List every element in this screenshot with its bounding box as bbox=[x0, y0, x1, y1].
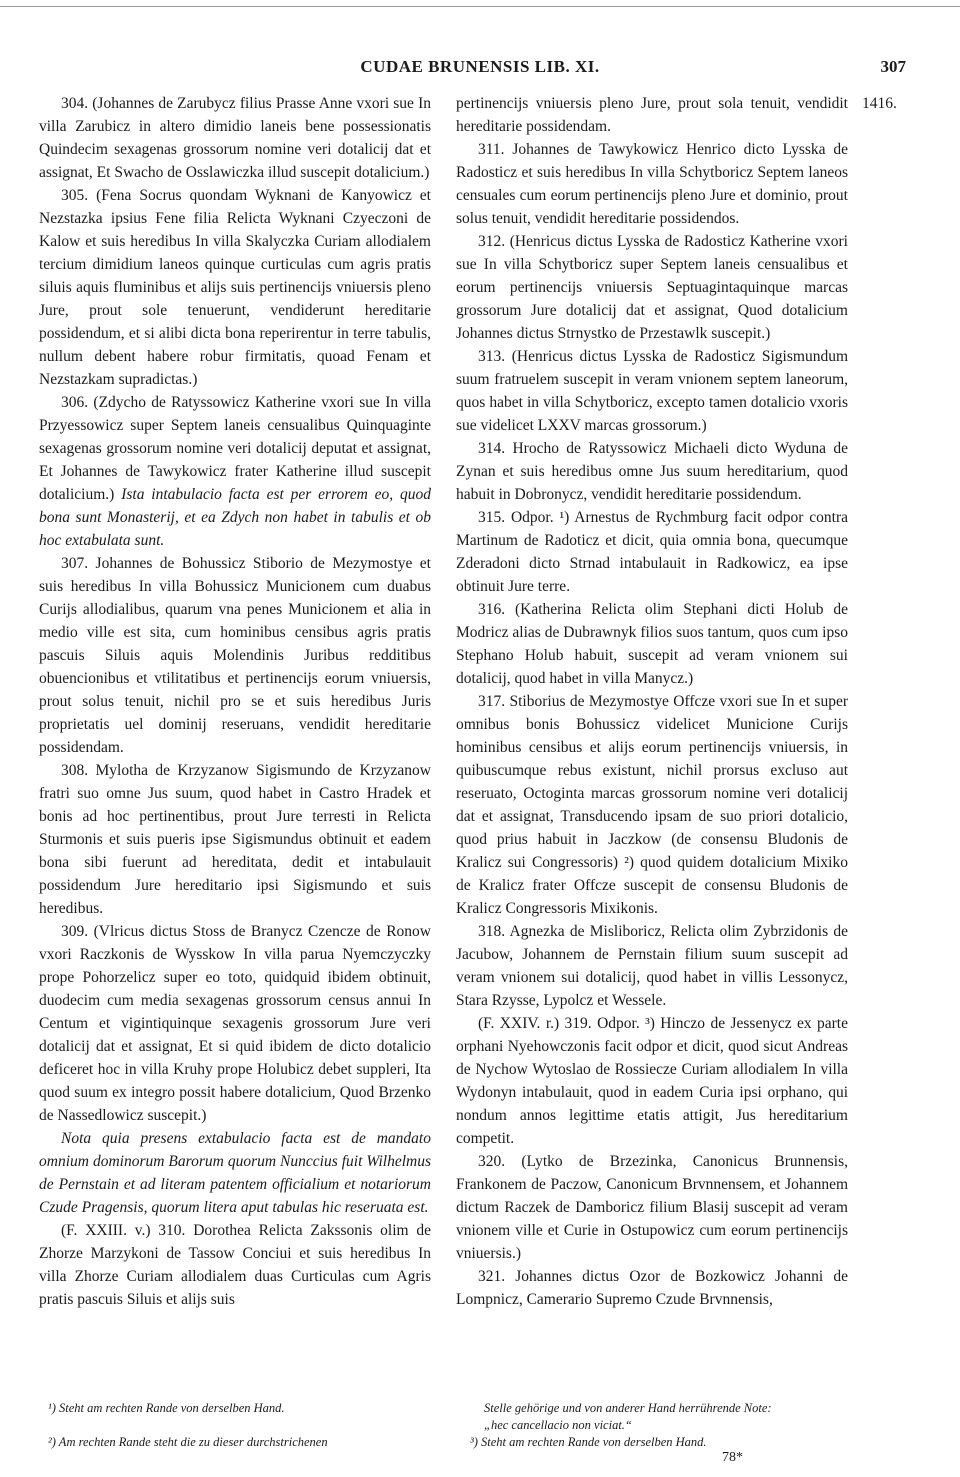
entry-306 bbox=[39, 391, 431, 552]
left-column bbox=[39, 92, 431, 1311]
footnote-2-continued-b: „hec cancellacio non viciat.“ bbox=[484, 1418, 632, 1432]
entry-312: 312. (Henricus dictus Lysska de Radosticz Katherine vxori sue In villa Schytboricz super Septem laneis censualibus et eorum pertinencijs vniuersis Septuagintaquinque marcas grossorum Jure dotalicij dat et assignat, Quod dotalicium Johannes dictus Strnystko de Przestawlk suscepit.) bbox=[456, 233, 848, 342]
footnote-3: ³) Steht am rechten Rande von derselben Hand. bbox=[470, 1435, 707, 1449]
page-number: 307 bbox=[880, 57, 906, 76]
entry-316: 316. (Katherina Relicta olim Stephani dicti Holub de Modricz alias de Dubrawnyk filios suos tantum, quos cum ipso Stephano Holub habuit, suscepit ad veram vnionem sui dotalicij, quod habet in villa Manycz.) bbox=[456, 601, 848, 687]
entry-310-continued: pertinencijs vniuersis pleno Jure, prout sola tenuit, vendidit hereditarie possidendam. bbox=[456, 95, 848, 135]
entry-321: 321. Johannes dictus Ozor de Bozkowicz Johanni de Lompnicz, Camerario Supremo Czude Brvnnensis, bbox=[456, 1268, 848, 1308]
entry-320: 320. (Lytko de Brzezinka, Canonicus Brunnensis, Frankonem de Paczow, Canonicum Brvnnensem, et Johannem dictum Raczek de Damboricz filium Blasij suscepit ad veram vnionem ville et Curie in Ostupowicz cum eorum pertinencijs vniuersis.) bbox=[456, 1153, 848, 1262]
entry-306-note: Ista intabulacio facta est per errorem eo, quod bona sunt Monasterij, et ea Zdych non habet in tabulis et ob hoc extabulata sunt. bbox=[39, 486, 432, 549]
top-border-line bbox=[0, 6, 960, 7]
entry-308: 308. Mylotha de Krzyzanow Sigismundo de Krzyzanow fratri suo omne Jus suum, quod habet in Castro Hradek et bonis ad hoc pertinentibus, prout Jure terresti in Relicta Sturmonis et suis pueris ipse Sigismundus obtinuit et eadem bona sibi fuerunt ad hereditata, dedit et intabulauit possidendum Jure hereditario ipsi Sigismundo et suis heredibus. bbox=[39, 762, 431, 917]
entry-314: 314. Hrocho de Ratyssowicz Michaeli dicto Wyduna de Zynan et suis heredibus omne Jus suum hereditarium, quod habuit in Dobronycz, vendidit hereditarie possidendum. bbox=[456, 440, 848, 503]
entry-306-text: 306. (Zdycho de Ratyssowicz Katherine vxori sue In villa Przyessowicz super Septem laneis censualibus Quinquaginte sexagenas grossorum nomine veri dotalicij deputat et assignat, Et Johannes de Tawykowicz frater Katherine illud suscepit dotalicium.) bbox=[39, 394, 431, 503]
running-header-title: CUDAE BRUNENSIS LIB. XI. bbox=[360, 57, 600, 76]
right-column bbox=[456, 92, 848, 1311]
entry-311: 311. Johannes de Tawykowicz Henrico dicto Lysska de Radosticz et suis heredibus In villa Schytboricz Septem laneos censuales cum eorum pertinencijs pleno Jure et dominio, prout solus tenuit, vendidit hereditarie possidendos. bbox=[456, 141, 848, 227]
entry-305: 305. (Fena Socrus quondam Wyknani de Kanyowicz et Nezstazka ipsius Fene filia Relicta Wyknani Czyeczoni de Kalow et suis heredibus In villa Skalyczka Curiam allodialem tercium dimidium laneos quinque curticulas cum agris pratis siluis aquis fluminibus et alijs suis pertinencijs vniuersis pleno Jure, prout sole tenuerunt, vendiderunt hereditarie possidendum, et si alibi dicta bona reperirentur in terre tabulis, nullum debent habere robur firmitatis, quoad Fenam et Nezstazkam supradictas.) bbox=[39, 187, 431, 388]
margin-year: 1416. bbox=[862, 95, 897, 112]
entry-309: 309. (Vlricus dictus Stoss de Branycz Czencze de Ronow vxori Raczkonis de Wysskow In villa parua Nyemczyczky prope Pohorzelicz super eo toto, quidquid ibidem obtinuit, duodecim cum media sexagenas grossorum census annui In Centum et vigintiquinque sexagenis grossorum Jure veri dotalicij dat et assignat, Et si quid ibidem de dicto dotalicio deficeret hoc in villa Kruhy prope Holubicz debet suppleri, Ita quod suum ex integro possit habere dotalicium, Quod Brzenko de Nassedlowicz suscepit.) bbox=[39, 923, 431, 1124]
entry-318: 318. Agnezka de Misliboricz, Relicta olim Zybrzidonis de Jacubow, Johannem de Pernstain filium suum suscepit ad veram vnionem sui dotalicij, quod habet in villis Lessonycz, Stara Rzysse, Lypolcz et Wessele. bbox=[456, 923, 848, 1009]
entry-304: 304. (Johannes de Zarubycz filius Prasse Anne vxori sue In villa Zarubicz in altero dimidio laneis bene possessionatis Quindecim sexagenas grossorum nomine veri dotalicij dat et assignat, Et Swacho de Osslawiczka illud suscepit dotalicium.) bbox=[39, 95, 431, 181]
footnote-1: ¹) Steht am rechten Rande von derselben Hand. bbox=[48, 1401, 285, 1415]
entry-319: (F. XXIV. r.) 319. Odpor. ³) Hinczo de Jessenycz ex parte orphani Nyehowczonis facit odpor et dicit, quod sicut Andreas de Nychow Wytoslao de Rossiecze Curiam allodialem In villa Wydonyn intabulauit, quod in eadem Curia ipsi orphano, qui nondum annos legittime etatis attigit, Jus hereditarium competit. bbox=[456, 1015, 848, 1147]
signature-mark: 78* bbox=[722, 1450, 743, 1465]
entry-313: 313. (Henricus dictus Lysska de Radosticz Sigismundum suum fratruelem suscepit in veram vnionem septem laneorum, quos habet in villa Schytboricz, excepto tamen dotalicio vxoris sue videlicet LXXV marcas grossorum.) bbox=[456, 348, 848, 434]
entry-315: 315. Odpor. ¹) Arnestus de Rychmburg facit odpor contra Martinum de Radoticz et dicit, quia omnia bona, quecumque Zderadoni dicto Strnad intabulauit in Radkowicz, ea ipse obtinuit Jure terre. bbox=[456, 509, 848, 595]
entry-317: 317. Stiborius de Mezymostye Offcze vxori sue In et super omnibus bonis Bohussicz videlicet Municione Curijs hominibus censibus et alijs eorum pertinencijs vniuersis, in quibuscumque rebus existunt, nichil prorsus excluso aut reseruato, Octoginta marcas grossorum nomine veri dotalicij dat et assignat, Transducendo ipsam de suo priori dotalicio, quod prius habuit in Jaczkow (de consensu Bludonis de Kralicz sui Congressoris) ²) quod quidem dotalicium Mixiko de Kralicz frater Offcze suscepit de consensu Bludonis de Kralicz Congressoris Mixikonis. bbox=[456, 693, 848, 917]
footnote-2-continued-a: Stelle gehörige und von anderer Hand herrührende Note: bbox=[484, 1401, 772, 1415]
entry-309-note: Nota quia presens extabulacio facta est de mandato omnium dominorum Barorum quorum Nunccius fuit Wilhelmus de Pernstain et ad literam patentem officialium et notariorum Czude Pragensis, quorum litera aput tabulas hic reseruata est. bbox=[39, 1130, 431, 1216]
footnote-2: ²) Am rechten Rande steht die zu dieser durchstrichenen bbox=[48, 1435, 328, 1449]
entry-310: (F. XXIII. v.) 310. Dorothea Relicta Zakssonis olim de Zhorze Marzykoni de Tassow Conciui et suis heredibus In villa Zhorze Curiam allodialem duas Curticulas cum Agris pratis pascuis Siluis et alijs suis bbox=[39, 1222, 431, 1308]
entry-307: 307. Johannes de Bohussicz Stiborio de Mezymostye et suis heredibus In villa Bohussicz Municionem cum duabus Curijs allodialibus, quarum vna penes Municionem et alia in medio ville est sita, cum hominibus censibus agris pratis pascuis Siluis aquis Molendinis Juribus redditibus obuencionibus et vtilitatibus et pertinencijs eorum vniuersis, prout solus tenuit, nichil pro se et suis heredibus Juris proprietatis uel dominij reseruans, vendidit hereditarie possidendam. bbox=[39, 555, 431, 756]
